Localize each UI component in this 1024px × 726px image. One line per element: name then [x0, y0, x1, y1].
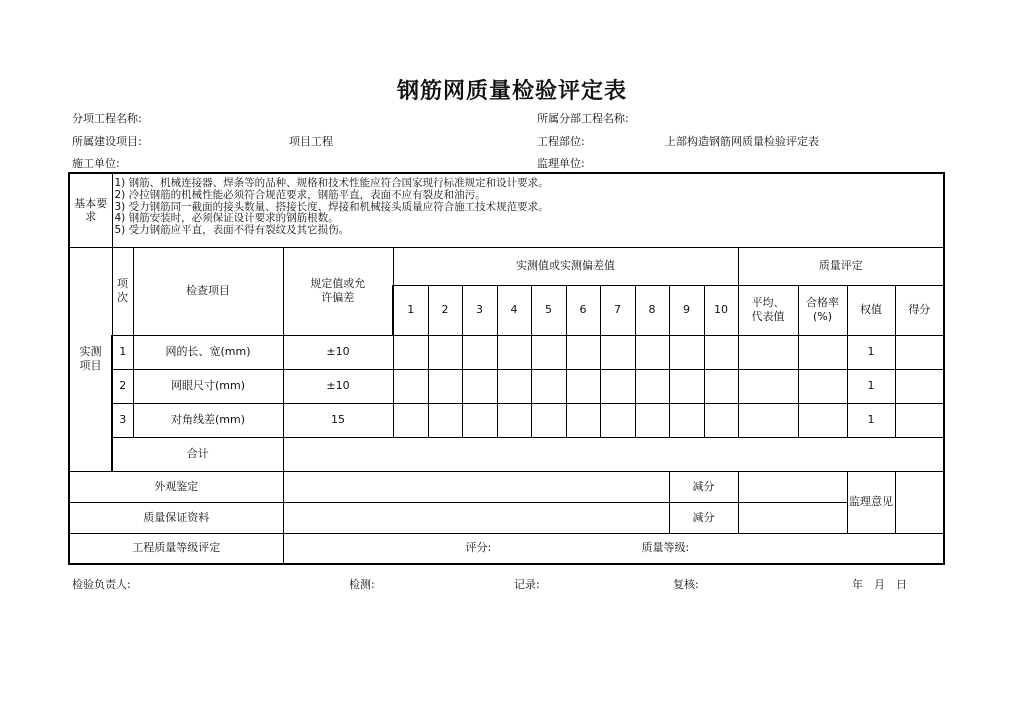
measure-cell[interactable] [566, 369, 600, 403]
row-spec: ±10 [283, 369, 393, 403]
testing-label: 检测: [349, 578, 375, 591]
basic-req-line: 1) 钢筋、机械连接器、焊条等的品种、规格和技术性能应符合国家现行标准规定和设计要求。 [114, 177, 549, 189]
measure-col-3: 3 [462, 285, 497, 335]
measure-cell[interactable] [600, 369, 635, 403]
measure-cell[interactable] [566, 403, 600, 437]
review-label: 复核: [673, 578, 699, 591]
total-label: 合计 [112, 437, 283, 471]
quality-docs-label: 质量保证资料 [69, 502, 283, 533]
quality-grade-label: 质量等级: [641, 541, 690, 555]
measure-col-6: 6 [566, 285, 600, 335]
inspection-table [68, 172, 945, 565]
row-weight: 1 [847, 335, 895, 369]
quality-docs-value-cell[interactable] [283, 502, 669, 533]
measure-cell[interactable] [635, 403, 669, 437]
basic-req-line: 2) 冷拉钢筋的机械性能必须符合规范要求，钢筋平直，表面不应有裂皮和油污。 [114, 188, 486, 201]
pass-rate-header: 合格率(%) [798, 285, 847, 335]
avg-cell[interactable] [738, 369, 798, 403]
measure-cell[interactable] [600, 403, 635, 437]
measure-cell[interactable] [704, 335, 738, 369]
spec-header: 规定值或允许偏差 [283, 247, 393, 335]
table-row [69, 403, 944, 437]
quality-eval-header: 质量评定 [738, 247, 944, 285]
measure-cell[interactable] [635, 369, 669, 403]
measure-col-10: 10 [704, 285, 738, 335]
row-item: 对角线差(mm) [133, 403, 283, 437]
measure-cell[interactable] [704, 369, 738, 403]
measure-col-1: 1 [393, 285, 428, 335]
measure-cell[interactable] [531, 403, 566, 437]
measure-cell[interactable] [393, 369, 428, 403]
row-no: 1 [112, 335, 133, 369]
measure-col-5: 5 [531, 285, 566, 335]
score-eval-label: 评分: [465, 541, 492, 555]
measured-values-header: 实测值或实测偏差值 [393, 247, 738, 285]
measure-cell[interactable] [635, 335, 669, 369]
supervision-opinion-label: 监理意见 [847, 471, 895, 533]
inspector-label: 检验负责人: [72, 578, 131, 591]
measure-cell[interactable] [531, 335, 566, 369]
sub-project-label: 分项工程名称: [72, 112, 142, 125]
measure-cell[interactable] [428, 369, 462, 403]
check-item-header: 检查项目 [133, 247, 283, 335]
measure-col-7: 7 [600, 285, 635, 335]
row-weight: 1 [847, 369, 895, 403]
row-item: 网的长、宽(mm) [133, 335, 283, 369]
work-part-label: 工程部位: [537, 135, 585, 148]
weight-header: 权值 [847, 285, 895, 335]
deduct-label: 减分 [669, 471, 738, 502]
measure-cell[interactable] [566, 335, 600, 369]
score-header: 得分 [895, 285, 944, 335]
measure-col-4: 4 [497, 285, 531, 335]
measure-cell[interactable] [704, 403, 738, 437]
measure-cell[interactable] [393, 403, 428, 437]
supervision-opinion-cell[interactable] [895, 471, 944, 533]
measure-col-8: 8 [635, 285, 669, 335]
table-row [69, 369, 944, 403]
measure-cell[interactable] [669, 369, 704, 403]
deduct-value-cell[interactable] [738, 502, 847, 533]
measure-cell[interactable] [497, 335, 531, 369]
measure-cell[interactable] [600, 335, 635, 369]
item-no-header: 项次 [112, 247, 133, 335]
row-spec: ±10 [283, 335, 393, 369]
parent-project-label: 所属分部工程名称: [537, 112, 629, 125]
row-spec: 15 [283, 403, 393, 437]
page-title: 钢筋网质量检验评定表 [396, 79, 627, 104]
work-part-value: 上部构造钢筋网质量检验评定表 [665, 135, 819, 148]
construction-project-value: 项目工程 [289, 135, 333, 148]
measure-col-9: 9 [669, 285, 704, 335]
avg-header: 平均、代表值 [738, 285, 798, 335]
row-weight: 1 [847, 403, 895, 437]
measure-cell[interactable] [428, 403, 462, 437]
pass-rate-cell[interactable] [798, 369, 847, 403]
record-label: 记录: [514, 578, 540, 591]
measure-cell[interactable] [669, 335, 704, 369]
measure-cell[interactable] [393, 335, 428, 369]
deduct-value-cell[interactable] [738, 471, 847, 502]
table-row [69, 335, 944, 369]
construction-project-label: 所属建设项目: [72, 135, 142, 148]
row-no: 2 [112, 369, 133, 403]
score-cell[interactable] [895, 369, 944, 403]
appearance-value-cell[interactable] [283, 471, 669, 502]
date-label: 年 月 日 [852, 578, 907, 591]
measured-items-label: 实测项目 [69, 247, 112, 471]
avg-cell[interactable] [738, 335, 798, 369]
basic-req-line: 4) 钢筋安装时，必须保证设计要求的钢筋根数。 [114, 212, 339, 225]
measure-cell[interactable] [669, 403, 704, 437]
grade-eval-content [283, 533, 944, 564]
row-no: 3 [112, 403, 133, 437]
supervisor-label: 监理单位: [537, 157, 585, 170]
basic-req-line: 3) 受力钢筋同一截面的接头数量、搭接长度、焊接和机械接头质量应符合施工技术规范要求。 [114, 200, 549, 213]
basic-req-content [112, 173, 944, 247]
appearance-label: 外观鉴定 [69, 471, 283, 502]
measure-cell[interactable] [428, 335, 462, 369]
deduct-label: 减分 [669, 502, 738, 533]
measure-cell[interactable] [462, 335, 497, 369]
pass-rate-cell[interactable] [798, 335, 847, 369]
score-cell[interactable] [895, 335, 944, 369]
basic-req-line: 5) 受力钢筋应平直，表面不得有裂纹及其它损伤。 [114, 224, 350, 237]
total-value-cell[interactable] [283, 437, 944, 471]
measure-cell[interactable] [462, 369, 497, 403]
score-cell[interactable] [895, 403, 944, 437]
measure-cell[interactable] [531, 369, 566, 403]
avg-cell[interactable] [738, 403, 798, 437]
measure-cell[interactable] [497, 369, 531, 403]
measure-col-2: 2 [428, 285, 462, 335]
basic-req-label: 基本要求 [69, 173, 112, 247]
row-item: 网眼尺寸(mm) [133, 369, 283, 403]
contractor-label: 施工单位: [72, 157, 120, 170]
measure-cell[interactable] [497, 403, 531, 437]
pass-rate-cell[interactable] [798, 403, 847, 437]
grade-eval-label: 工程质量等级评定 [69, 533, 283, 564]
measure-cell[interactable] [462, 403, 497, 437]
